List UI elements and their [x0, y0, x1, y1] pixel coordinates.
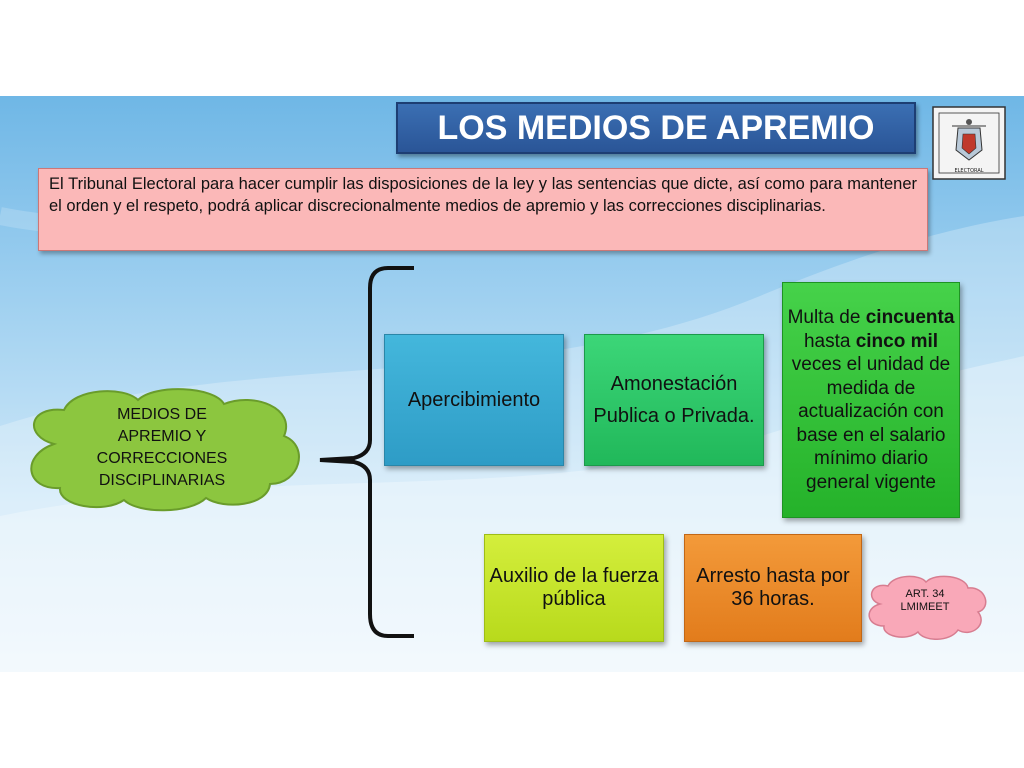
- left-cloud-label: [64, 404, 260, 492]
- multa-box: [782, 282, 960, 518]
- left-cloud-line-2: APREMIO Y: [117, 428, 207, 445]
- apercibimiento-box: [384, 334, 564, 466]
- auxilio-label: Auxilio de la fuerza pública: [489, 565, 659, 610]
- apercibimiento-label: Apercibimiento: [407, 388, 541, 411]
- amonestacion-label: Amonestación: [610, 373, 738, 395]
- amonestacion-detail: Publica o Privada.: [593, 405, 755, 427]
- right-cloud-label: [880, 588, 970, 614]
- arresto-box: [684, 534, 862, 642]
- page-title: LOS MEDIOS DE APREMIO: [396, 102, 916, 154]
- left-cloud-line-1: MEDIOS DE: [117, 406, 207, 423]
- left-cloud-line-3: CORRECCIONES: [96, 450, 228, 467]
- svg-text:ELECTORAL: ELECTORAL: [954, 168, 984, 174]
- intro-text-box: El Tribunal Electoral para hacer cumplir las disposiciones de la ley y las sentencias que dicte, así como para mantener el orden y el respeto, podrá aplicar discrecionalmente medios de apremio y las correcciones disciplinarias.: [38, 168, 928, 251]
- right-cloud-line-2: LMIMEET: [900, 601, 950, 613]
- multa-bold-cincuenta: cincuenta: [865, 307, 955, 328]
- auxilio-box: [484, 534, 664, 642]
- slide: [0, 96, 1024, 672]
- multa-bold-cinco-mil: cinco mil: [855, 330, 939, 352]
- multa-text: Multa de cincuenta hasta cinco mil veces el unidad de medida de actualización con base en el salario mínimo diario general vigente: [787, 307, 955, 493]
- tribunal-seal-logo: [932, 106, 1006, 180]
- right-cloud-line-1: ART. 34: [905, 588, 945, 600]
- left-cloud-line-4: DISCIPLINARIAS: [98, 472, 226, 489]
- amonestacion-box: [584, 334, 764, 466]
- arresto-label: Arresto hasta por 36 horas.: [696, 565, 850, 610]
